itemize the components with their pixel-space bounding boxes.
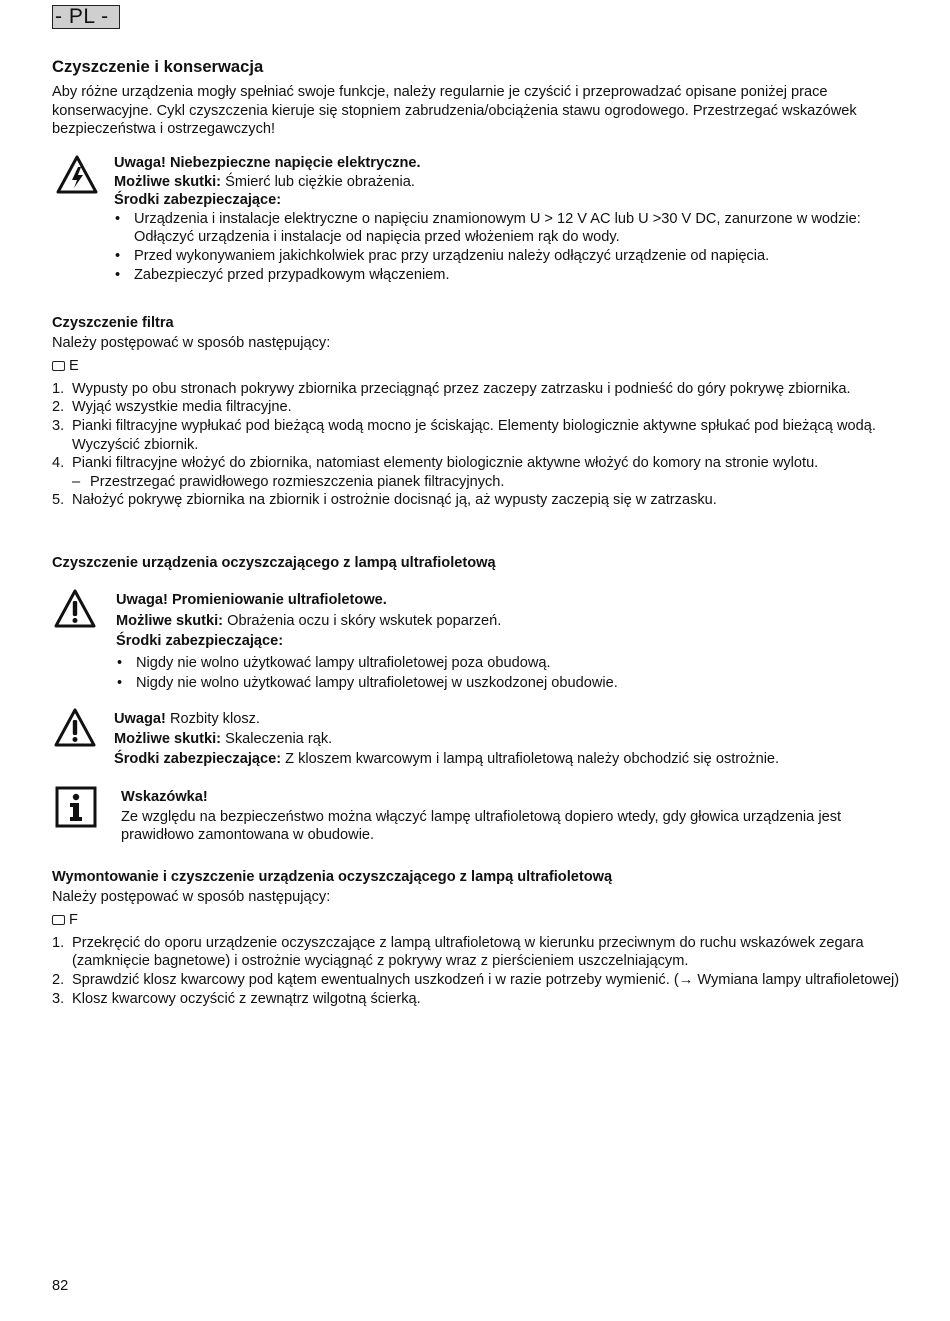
list-item: • Nigdy nie wolno użytkować lampy ultrafioletowej w uszkodzonej obudowie. — [116, 673, 906, 693]
note-text: Ze względu na bezpieczeństwo można włączyć lampę ultrafioletową dopiero wtedy, gdy głowica urządzenia jest prawidłowo zamontowana w obudowie. — [121, 808, 842, 844]
warning-uv-title: Uwaga! Promieniowanie ultrafioletowe. — [116, 592, 387, 608]
note-title: Wskazówka! — [121, 789, 208, 805]
exclamation-warning-icon — [54, 707, 96, 749]
figure-icon — [52, 915, 65, 925]
list-item: • Zabezpieczyć przed przypadkowym włączeniem. — [114, 266, 904, 285]
high-voltage-warning-icon — [56, 154, 98, 196]
warning-voltage-measures — [114, 210, 904, 284]
uv-cleaning-title: Czyszczenie urządzenia oczyszczającego z lampą ultrafioletową — [52, 555, 496, 571]
list-item: 1. Przekręcić do oporu urządzenie oczyszczające z lampą ultrafioletową w kierunku przeciwnym do ruchu wskazówek zegara (zamknięcie bagnetowe) i ostrożnie wyciągnąć z pokrywy wraz z pierścieniem uszczelniającym. — [52, 934, 864, 970]
warning-glass-title: Uwaga! Rozbity klosz. — [114, 711, 260, 727]
list-item: 2. Sprawdzić klosz kwarcowy pod kątem ewentualnych uszkodzeń i w razie potrzeby wymienić. (→ Wymiana lampy ultrafioletowej) — [52, 971, 900, 988]
list-item: 1. Wypusty po obu stronach pokrywy zbiornika przeciągnąć przez zaczepy zatrzasku i podnieść do góry pokrywę zbiornika. — [52, 380, 851, 397]
language-tag: - PL - — [52, 5, 120, 29]
uv-dismantle-section — [52, 868, 902, 1008]
list-item: • Przed wykonywaniem jakichkolwiek prac przy urządzeniu należy odłączyć urządzenie od napięcia. — [114, 247, 904, 266]
uv-dismantle-steps — [52, 934, 902, 1008]
page-number: 82 — [52, 1278, 69, 1294]
figure-icon — [52, 361, 65, 371]
list-item: • Urządzenia i instalacje elektryczne o napięciu znamionowym U > 12 V AC lub U >30 V DC, zanurzone w wodzie: Odłączyć urządzenia i instalacje od napięcia przed włożeniem rąk do wody. — [114, 210, 904, 247]
figure-reference-f: F — [52, 911, 902, 930]
figure-reference-e: E — [52, 357, 902, 376]
filter-cleaning-section — [52, 314, 902, 510]
list-item: 2. Wyjąć wszystkie media filtracyjne. — [52, 399, 292, 416]
sub-item: – Przestrzegać prawidłowego rozmieszczenia pianek filtracyjnych. — [72, 473, 505, 490]
uv-dismantle-intro: Należy postępować w sposób następujący: — [52, 888, 331, 905]
note-block — [121, 788, 901, 845]
list-item: 4. Pianki filtracyjne włożyć do zbiornika, natomiast elementy biologicznie aktywne włożyć do komory na stronie wylotu. – Przestrzegać prawidłowego rozmieszczenia pianek filtracyjnych. — [52, 454, 902, 491]
list-item: 5. Nałożyć pokrywę zbiornika na zbiornik i ostrożnie docisnąć ją, aż wypusty zaczepią się w zatrzasku. — [52, 492, 717, 509]
warning-glass-block — [114, 709, 914, 769]
exclamation-warning-icon — [54, 588, 96, 630]
cleaning-intro: Aby różne urządzenia mogły spełniać swoje funkcje, należy regularnie je czyścić i przeprowadzać opisane poniżej prace konserwacyjne. Cykl czyszczenia kieruje się stopniem zabrudzenia/obciążenia stawu ogrodowego. Przestrzegać wskazówek bezpieczeństwa i ostrzegawczych! — [52, 84, 857, 138]
warning-uv-measures-label: Środki zabezpieczające: — [116, 633, 284, 650]
warning-voltage-effects: Możliwe skutki: Śmierć lub ciężkie obrażenia. — [114, 173, 415, 190]
warning-glass-effects: Możliwe skutki: Skaleczenia rąk. — [114, 731, 333, 747]
warning-uv-measures — [116, 653, 906, 693]
warning-voltage-title: Uwaga! Niebezpieczne napięcie elektryczne. — [114, 155, 421, 171]
warning-voltage-block — [114, 154, 904, 284]
list-item: 3. Klosz kwarcowy oczyścić z zewnątrz wilgotną ścierką. — [52, 990, 421, 1007]
section-title-cleaning: Czyszczenie i konserwacja — [52, 57, 264, 76]
uv-dismantle-title: Wymontowanie i czyszczenie urządzenia oczyszczającego z lampą ultrafioletową — [52, 869, 613, 885]
list-item: 3. Pianki filtracyjne wypłukać pod bieżącą wodą mocno je ściskając. Elementy biologicznie aktywne spłukać pod bieżącą wodą. Wyczyścić zbiornik. — [52, 417, 876, 453]
warning-voltage-measures-label: Środki zabezpieczające: — [114, 192, 282, 209]
filter-cleaning-intro: Należy postępować w sposób następujący: — [52, 334, 331, 351]
warning-uv-block — [116, 591, 906, 693]
warning-uv-effects: Możliwe skutki: Obrażenia oczu i skóry wskutek poparzeń. — [116, 612, 502, 629]
list-item: • Nigdy nie wolno użytkować lampy ultrafioletowej poza obudową. — [116, 653, 906, 673]
warning-glass-measures: Środki zabezpieczające: Z kloszem kwarcowym i lampą ultrafioletową należy obchodzić się ostrożnie. — [114, 751, 780, 767]
info-note-icon — [55, 786, 97, 828]
filter-cleaning-title: Czyszczenie filtra — [52, 315, 174, 331]
filter-cleaning-steps — [52, 380, 902, 510]
